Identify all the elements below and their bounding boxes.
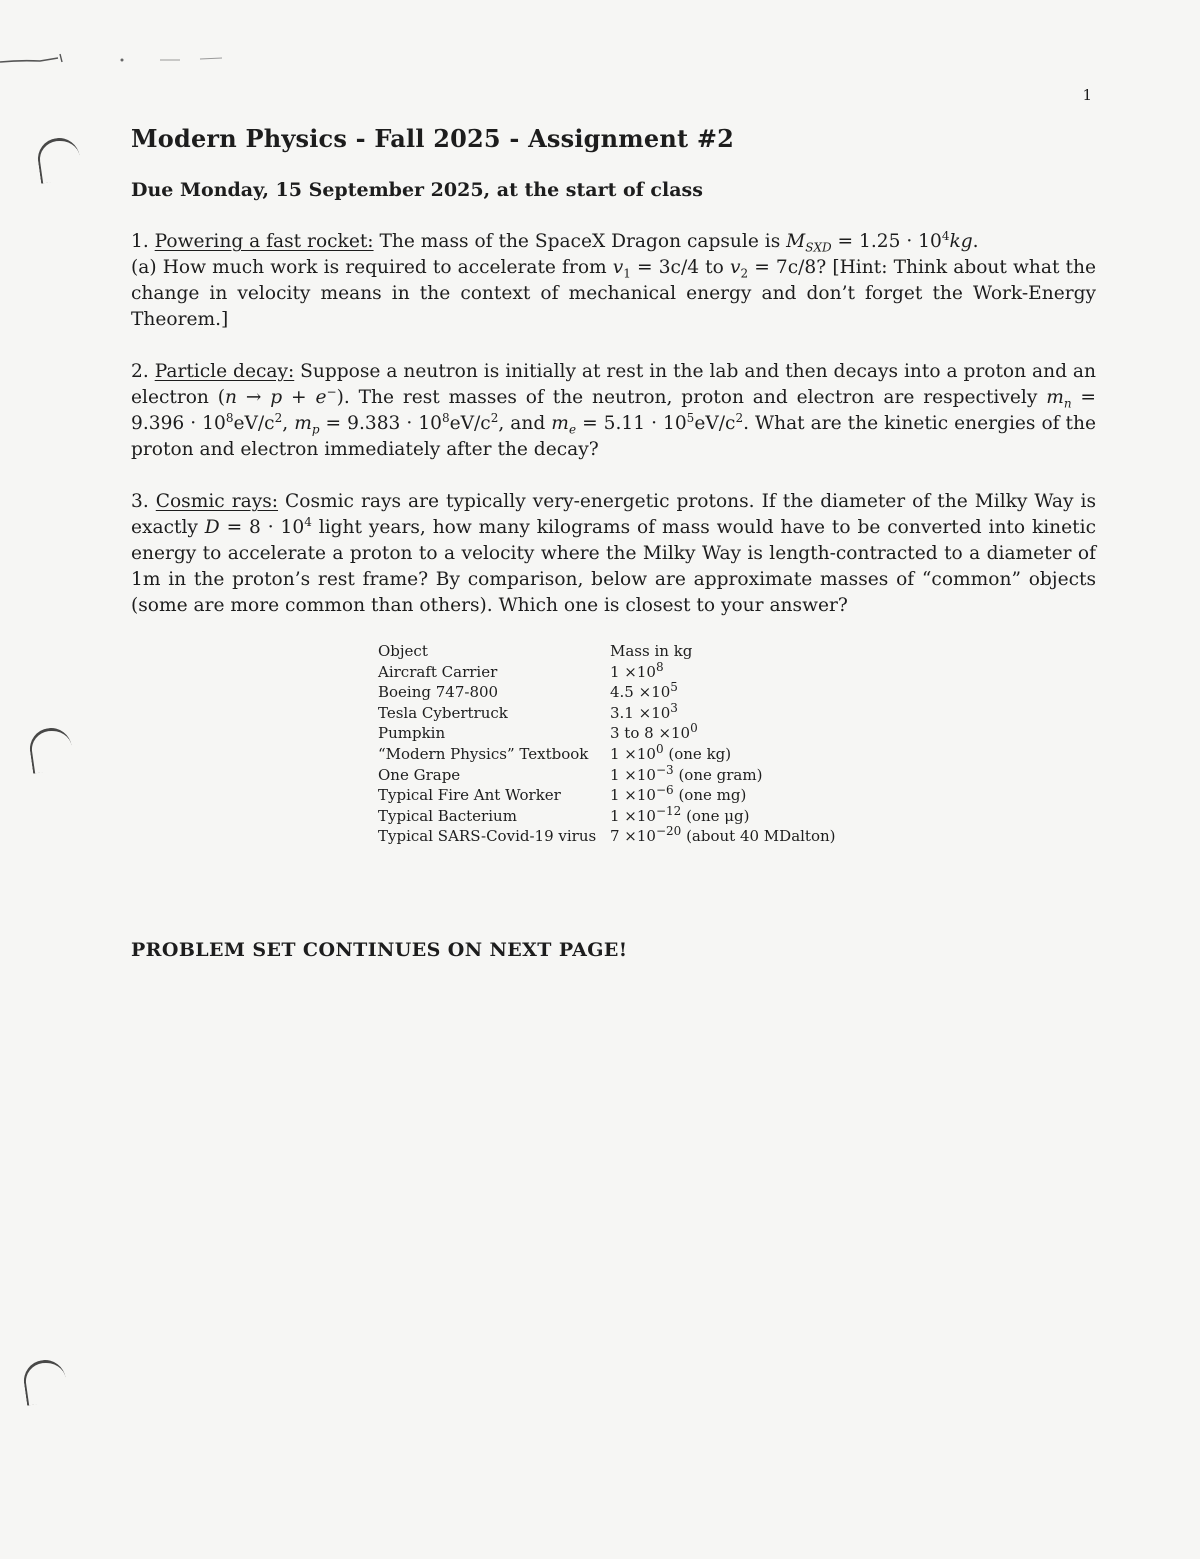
table-cell-mass xyxy=(610,682,836,703)
mass-base: 1 ×10 xyxy=(610,786,656,805)
continues-notice: PROBLEM SET CONTINUES ON NEXT PAGE! xyxy=(131,938,628,961)
mass-base: 1 ×10 xyxy=(610,662,656,681)
electron-mass-unit-exponent: 2 xyxy=(735,410,744,425)
problem-1-heading: Powering a fast rocket: xyxy=(154,231,374,252)
table-cell-mass xyxy=(610,803,836,827)
table-cell-mass xyxy=(610,723,836,744)
scan-artifact-marks xyxy=(0,40,240,70)
problem-2-heading: Particle decay: xyxy=(154,361,295,382)
problem-1-part-a: (a) How much work is required to accelerate from xyxy=(131,257,613,278)
mass-note: (about 40 MDalton) xyxy=(681,827,836,846)
diameter-exponent: 4 xyxy=(304,514,312,529)
v1-symbol: v xyxy=(612,257,624,278)
electron-mass-symbol: m xyxy=(551,413,569,434)
proton-mass-symbol: m xyxy=(294,413,312,434)
table-cell-mass xyxy=(610,700,836,724)
capsule-mass-exponent: 4 xyxy=(941,228,950,243)
neutron-mass-exponent: 8 xyxy=(225,410,234,425)
mass-base: 1 ×10 xyxy=(610,744,656,763)
mass-exponent: 0 xyxy=(655,741,664,756)
v2-subscript: 2 xyxy=(740,266,749,281)
table-header-mass: Mass in kg xyxy=(610,642,693,660)
proton-mass-subscript: p xyxy=(311,422,320,437)
capsule-mass-value: = 1.25 · 10 xyxy=(831,231,942,252)
table-cell-mass xyxy=(610,741,836,765)
proton-mass-unit-exponent: 2 xyxy=(490,410,499,425)
electron-mass-value: = 5.11 · 10 xyxy=(576,413,687,434)
diameter-value: = 8 · 10 xyxy=(219,517,305,538)
electron-mass-exponent: 5 xyxy=(686,410,695,425)
table-cell-object: “Modern Physics” Textbook xyxy=(378,744,589,763)
table-cell-object: Aircraft Carrier xyxy=(378,662,498,681)
binder-hole-mark-bottom xyxy=(21,1357,69,1405)
mass-exponent: 3 xyxy=(670,700,678,715)
mass-note: (one μg) xyxy=(681,806,750,825)
table-cell-object: Tesla Cybertruck xyxy=(378,703,508,722)
mass-note: (one mg) xyxy=(673,786,747,805)
table-cell-object: Typical Fire Ant Worker xyxy=(378,786,561,805)
problem-3 xyxy=(131,489,1096,619)
table-cell-object: One Grape xyxy=(378,765,461,784)
capsule-mass-symbol: M xyxy=(786,231,806,252)
assignment-body xyxy=(131,124,1096,961)
table-row xyxy=(378,826,836,847)
problem-3-heading: Cosmic rays: xyxy=(155,491,279,512)
v1-value: = 3c/4 to xyxy=(630,257,730,278)
diameter-symbol: D xyxy=(204,517,220,538)
table-row xyxy=(378,723,836,744)
neutron-mass-symbol: m xyxy=(1046,387,1064,408)
mass-exponent: −12 xyxy=(655,803,682,818)
assignment-title: Modern Physics - Fall 2025 - Assignment #2 xyxy=(131,124,735,153)
proton-mass-value: = 9.383 · 10 xyxy=(319,413,442,434)
problem-2-and: , and xyxy=(498,413,552,434)
problem-2-text-mid: ). The rest masses of the neutron, proton and electron are respectively xyxy=(336,387,1047,408)
v2-symbol: v xyxy=(729,257,741,278)
mass-base: 7 ×10 xyxy=(610,827,656,846)
table-row xyxy=(378,744,836,765)
neutron-mass-value: = 9.396 · 10 xyxy=(131,387,1097,434)
table-header-row xyxy=(378,641,836,662)
capsule-mass-subscript: SXD xyxy=(805,240,832,255)
table-cell-mass xyxy=(610,659,836,683)
electron-mass-subscript: e xyxy=(568,422,577,437)
table-row xyxy=(378,682,836,703)
table-cell-object: Typical SARS-Covid-19 virus xyxy=(378,827,597,846)
table-cell-object: Boeing 747-800 xyxy=(378,683,499,702)
problem-3-text: Cosmic rays are typically very-energetic protons. If the diameter of the Milky Way is exactly xyxy=(131,491,1096,538)
table-row xyxy=(378,765,836,786)
mass-base: 3 to 8 ×10 xyxy=(610,724,691,743)
table-row xyxy=(378,662,836,683)
problem-2-text: Suppose a neutron is initially at rest in the lab and then decays into a proton and an electron ( xyxy=(131,361,1096,408)
problem-2: 2. Particle decay: Suppose a neutron is initially at rest in the lab and then decays into a proton and an electron (n → p + e−). The rest masses of the neutron, proton and electron are respectively $m_n = 9.396 \cdot 10^8eV/c^2$, $m_p = 9.383 \cdot 10^8eV/c^2$, and $m_e = 5.11 \cdot 10^5eV/c^2$. What are the kinetic energies of the proton and electron immediately after the decay? xyxy=(131,361,1097,460)
problem-1 xyxy=(131,229,1096,333)
mass-base: 4.5 ×10 xyxy=(610,683,671,702)
problem-1-text-end: . xyxy=(972,231,979,252)
neutron-mass-unit: eV/c xyxy=(233,413,275,434)
mass-base: 1 ×10 xyxy=(610,765,656,784)
problem-1-number: 1. xyxy=(131,231,149,252)
mass-exponent: 5 xyxy=(670,680,678,695)
due-date-line: Due Monday, 15 September 2025, at the start of class xyxy=(131,179,703,201)
mass-exponent: −6 xyxy=(655,783,674,798)
decay-reaction: n → p + e xyxy=(225,387,327,408)
table-row xyxy=(378,785,836,806)
table-cell-mass xyxy=(610,826,836,847)
mass-base: 3.1 ×10 xyxy=(610,703,671,722)
problem-3-number: 3. xyxy=(131,491,149,512)
proton-mass-unit: eV/c xyxy=(449,413,491,434)
mass-note: (one kg) xyxy=(663,744,732,763)
mass-exponent: −20 xyxy=(655,824,682,839)
proton-mass-exponent: 8 xyxy=(441,410,450,425)
v1-subscript: 1 xyxy=(623,266,631,281)
decay-reaction-charge: − xyxy=(326,384,337,399)
problem-1-text: The mass of the SpaceX Dragon capsule is xyxy=(379,231,787,252)
page-number: 1 xyxy=(1082,86,1092,104)
table-row xyxy=(378,806,836,827)
mass-note: (one gram) xyxy=(673,765,763,784)
neutron-mass-subscript: n xyxy=(1063,396,1072,411)
problem-2-number: 2. xyxy=(131,361,149,382)
electron-mass-unit: eV/c xyxy=(694,413,736,434)
binder-hole-mark-middle xyxy=(27,725,75,773)
object-mass-table xyxy=(378,641,836,847)
mass-base: 1 ×10 xyxy=(610,806,656,825)
binder-hole-mark-top xyxy=(35,135,83,183)
mass-exponent: 8 xyxy=(655,659,664,674)
table-header-object: Object xyxy=(378,642,428,660)
table-cell-object: Typical Bacterium xyxy=(378,806,517,825)
table-cell-object: Pumpkin xyxy=(378,724,446,743)
mass-exponent: 0 xyxy=(690,721,698,736)
problem-3-question: light years, how many kilograms of mass would have to be converted into kinetic energy to accelerate a proton to a velocity where the Milky Way is length-contracted to a diameter of 1m in the proton’s rest frame? By comparison, below are approximate masses of “common” objects (some are more common than others). Which one is closest to your answer? xyxy=(131,517,1096,616)
capsule-mass-unit: kg xyxy=(949,231,973,252)
neutron-mass-unit-exponent: 2 xyxy=(274,410,283,425)
problem-2-question: . What are the kinetic energies of the proton and electron immediately after the decay? xyxy=(131,413,1096,460)
mass-exponent: −3 xyxy=(655,762,674,777)
table-cell-mass xyxy=(610,785,836,806)
v2-value-and-hint: = 7c/8? [Hint: Think about what the change in velocity means in the context of mechanical energy and don’t forget the Work-Energy Theorem.] xyxy=(131,257,1096,330)
table-cell-mass xyxy=(610,762,836,786)
table-row xyxy=(378,703,836,724)
